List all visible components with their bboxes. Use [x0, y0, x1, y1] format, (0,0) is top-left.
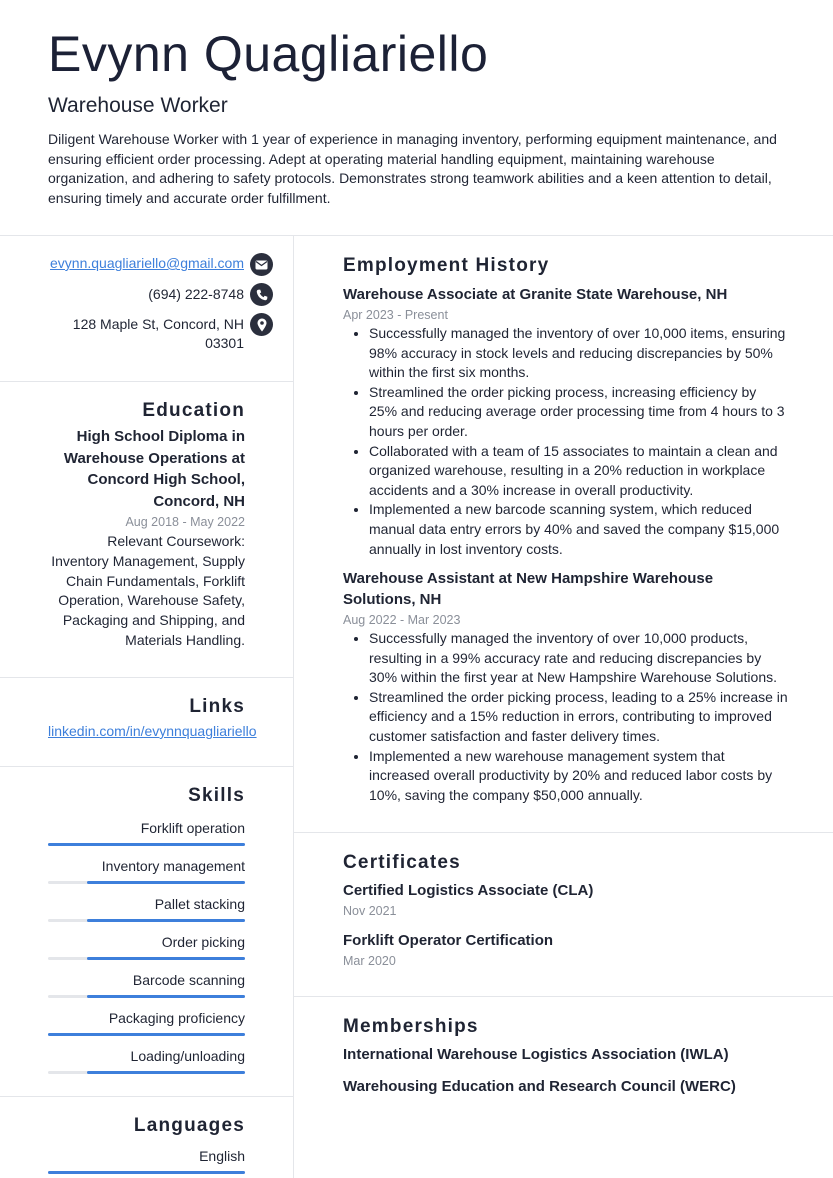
skills-heading: Skills	[188, 785, 245, 806]
links-heading: Links	[189, 696, 245, 717]
skill-label: Inventory management	[101, 858, 245, 874]
job-dates-2: Aug 2022 - Mar 2023	[343, 613, 461, 627]
certificate-date: Nov 2021	[343, 904, 397, 918]
links-section	[0, 678, 293, 766]
skill-item	[48, 971, 245, 989]
skill-label: Packaging proficiency	[108, 1010, 245, 1026]
certificate-item	[343, 930, 793, 970]
phone-number: (694) 222-8748	[148, 286, 244, 302]
languages-section	[0, 1097, 293, 1177]
job-bullets-1	[343, 324, 788, 559]
skill-label: Order picking	[161, 934, 245, 950]
certificate-date: Mar 2020	[343, 954, 396, 968]
skill-level-bar	[87, 881, 245, 884]
education-section	[0, 382, 293, 677]
email-link[interactable]: evynn.quagliariello@gmail.com	[50, 255, 244, 271]
summary: Diligent Warehouse Worker with 1 year of experience in managing inventory, performing equipment maintenance, and ensuring efficient order processing. Adept at operating material handling equipment, maintaining warehouse organization, and adhering to safety protocols. Demonstrates strong teamwork abilities and a keen attention to detail, ensuring timely and accurate order fulfillment.	[48, 131, 777, 206]
resume-header	[0, 0, 833, 213]
employment-heading: Employment History	[343, 255, 550, 276]
skill-level-track	[48, 919, 245, 922]
memberships-heading: Memberships	[343, 1016, 479, 1037]
skill-label: Pallet stacking	[154, 896, 245, 912]
job-bullets-2	[343, 629, 788, 805]
list-item: • Streamlined the order picking process, leading to a 25% increase in efficiency and a 15% reduction in errors, contributing to improved customer satisfaction and faster delivery times.	[369, 688, 788, 747]
job-title-1: Warehouse Associate at Granite State Warehouse, NH	[343, 286, 728, 303]
education-heading: Education	[142, 400, 245, 421]
membership-item	[343, 1044, 793, 1065]
languages-heading: Languages	[133, 1115, 245, 1136]
skill-level-track	[48, 1071, 245, 1074]
certificate-name: Forklift Operator Certification	[343, 932, 554, 949]
skill-level-track	[48, 843, 245, 846]
list-item: • Successfully managed the inventory of over 10,000 items, ensuring 98% accuracy in stock levels and reducing discrepancies by 50% within the first six months.	[369, 324, 788, 383]
list-item: • Implemented a new warehouse management system that increased overall productivity by 20% and reduced labor costs by 10%, saving the company $50,000 annually.	[369, 747, 788, 806]
skill-label: Loading/unloading	[130, 1048, 245, 1064]
certificates-heading: Certificates	[343, 852, 461, 873]
list-item: • Collaborated with a team of 15 associates to maintain a clean and organized warehouse, resulting in a 20% reduction in workplace accidents and a 30% increase in overall productivity.	[369, 442, 788, 501]
membership-name: Warehousing Education and Research Council (WERC)	[343, 1078, 736, 1095]
skill-level-bar	[48, 843, 245, 846]
certificate-name: Certified Logistics Associate (CLA)	[343, 882, 594, 899]
list-item: • Implemented a new barcode scanning system, which reduced manual data entry errors by 40% and saved the company $15,000 annually in lost inventory costs.	[369, 500, 788, 559]
education-degree: High School Diploma in Warehouse Operations at Concord High School, Concord, NH	[63, 428, 245, 510]
candidate-name: Evynn Quagliariello	[48, 26, 489, 82]
skill-level-track	[48, 881, 245, 884]
skill-level-bar	[48, 1033, 245, 1036]
envelope-icon	[250, 253, 273, 276]
skill-level-bar	[87, 957, 245, 960]
job-dates-1: Apr 2023 - Present	[343, 308, 448, 322]
column-divider	[293, 236, 294, 1178]
education-coursework: Relevant Coursework: Inventory Management, Supply Chain Fundamentals, Forklift Operation, Warehouse Safety, Packaging and Shipping, and Materials Handling.	[51, 533, 245, 648]
skill-item	[48, 933, 245, 951]
skill-label: Barcode scanning	[132, 972, 245, 988]
skill-item	[48, 1047, 245, 1065]
skill-label: English	[199, 1148, 245, 1164]
list-item: • Streamlined the order picking process, increasing efficiency by 25% and reducing average order processing time from 4 hours to 3 hours per order.	[369, 383, 788, 442]
skill-label: Forklift operation	[140, 820, 245, 836]
contact-email-row	[50, 253, 273, 276]
education-dates: Aug 2018 - May 2022	[125, 515, 245, 529]
list-item: • Successfully managed the inventory of over 10,000 products, resulting in a 99% accuracy rate and reducing discrepancies by 30% within the first year at New Hampshire Warehouse Solutions.	[369, 629, 788, 688]
membership-item	[343, 1076, 793, 1097]
job-title-2: Warehouse Assistant at New Hampshire Warehouse Solutions, NH	[343, 570, 714, 608]
job-title: Warehouse Worker	[48, 94, 228, 117]
skills-section	[0, 767, 293, 1096]
divider	[294, 832, 833, 833]
phone-icon	[250, 283, 273, 306]
location-pin-icon	[250, 313, 273, 336]
contact-section	[0, 236, 293, 381]
skill-item	[48, 1147, 245, 1165]
skill-level-track	[48, 1171, 245, 1174]
skill-item	[48, 857, 245, 875]
membership-name: International Warehouse Logistics Association (IWLA)	[343, 1046, 729, 1063]
skill-level-track	[48, 995, 245, 998]
divider	[294, 996, 833, 997]
job-entry	[343, 568, 788, 805]
skill-level-bar	[87, 1071, 245, 1074]
address-line1: 128 Maple St, Concord, NH	[72, 316, 244, 332]
job-entry	[343, 284, 788, 559]
skill-level-bar	[87, 995, 245, 998]
skill-level-track	[48, 957, 245, 960]
skill-item	[48, 819, 245, 837]
skill-item	[48, 895, 245, 913]
linkedin-link[interactable]: linkedin.com/in/evynnquagliariello	[48, 723, 257, 739]
contact-address-row	[73, 313, 273, 353]
address	[73, 315, 244, 353]
address-line2: 03301	[205, 335, 244, 351]
certificate-item	[343, 880, 793, 920]
skill-level-bar	[87, 919, 245, 922]
skill-item	[48, 1009, 245, 1027]
contact-phone-row	[148, 283, 273, 306]
skill-level-bar	[48, 1171, 245, 1174]
skill-level-track	[48, 1033, 245, 1036]
